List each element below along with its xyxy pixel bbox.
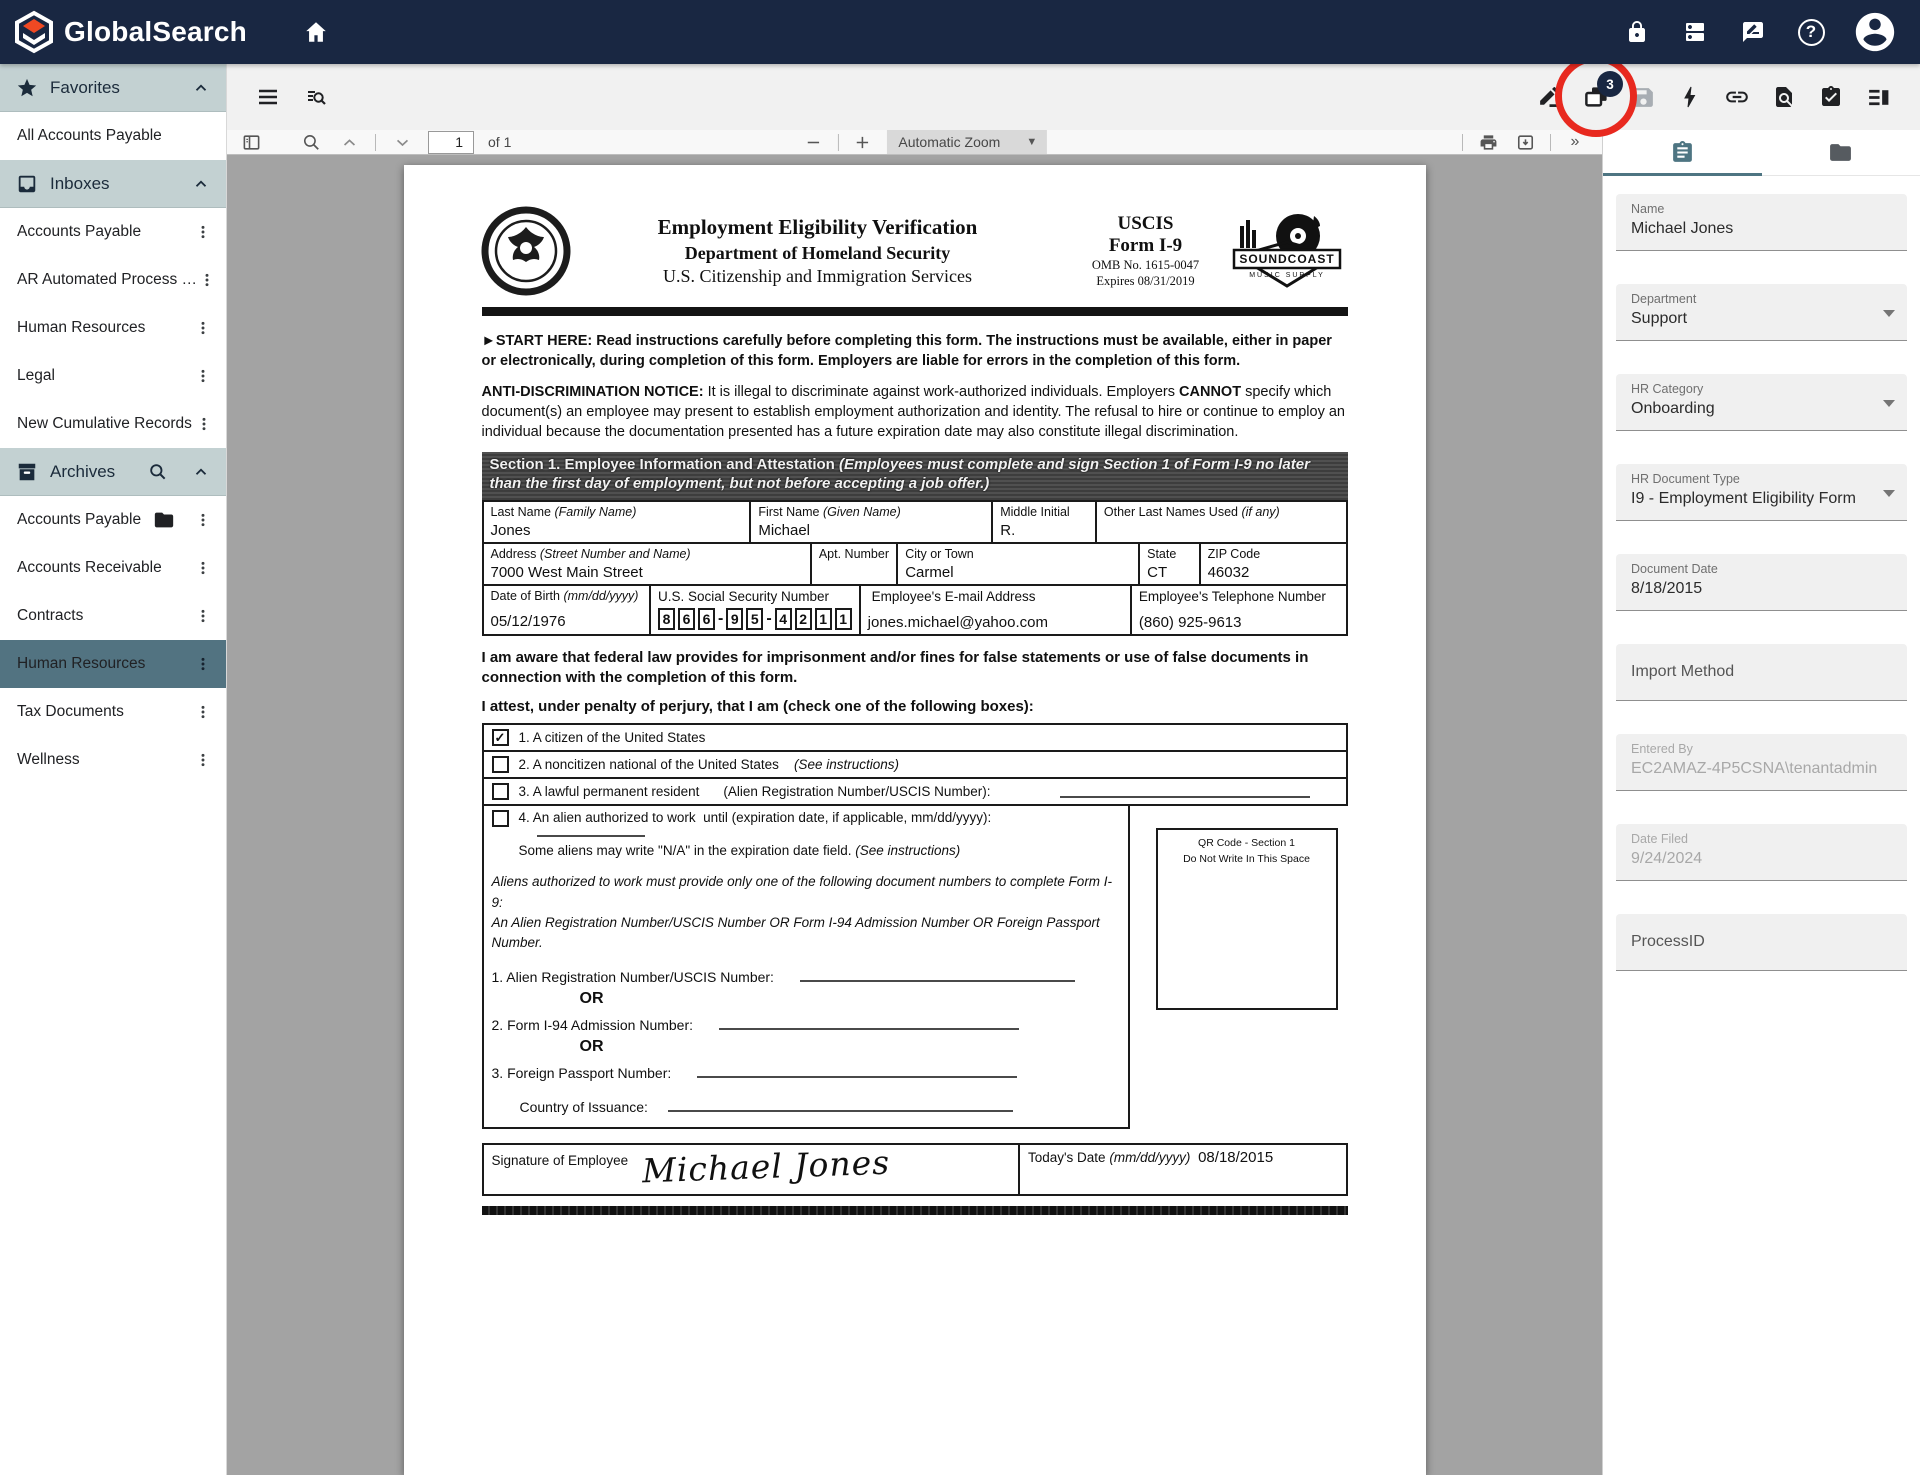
federal-law-paragraph: I am aware that federal law provides for imprisonment and/or fines for false statements or use of false documents in connection with the completion of this form. [482, 648, 1348, 689]
field-process-id[interactable]: ProcessID [1616, 914, 1907, 971]
form-title: Employment Eligibility Verification [570, 215, 1066, 240]
panel-tabs [1603, 130, 1920, 176]
globalsearch-logo[interactable] [0, 11, 247, 53]
printer-icon [1479, 133, 1498, 152]
sidebar-toggle-icon [242, 133, 261, 152]
document-numbers: 1. Alien Registration Number/USCIS Number: OR 2. Form I-94 Admission Number: OR 3. Foreign Passport Number: Country of Issuance: [492, 969, 1120, 1115]
archive-search-icon[interactable] [148, 462, 168, 482]
lightning-bolt-icon [1678, 85, 1702, 109]
name-row-table: Last Name (Family Name) Jones First Name (Given Name) Michael Middle Initial R. Other Last Names Used (if any) [482, 500, 1348, 544]
pdf-more-tools-button[interactable] [1564, 130, 1588, 154]
omb-number: OMB No. 1615-0047 [1066, 258, 1226, 273]
lock-button[interactable] [1620, 15, 1654, 49]
kebab-icon [195, 752, 211, 768]
item-menu-button[interactable] [190, 601, 216, 631]
zoom-out-button[interactable] [801, 130, 825, 154]
archives-section-header[interactable] [0, 448, 226, 496]
soundcoast-logo [1226, 208, 1348, 294]
pdf-toolbar [227, 130, 1602, 155]
top-navbar [0, 0, 1920, 64]
kebab-icon [195, 368, 211, 384]
checkbox-row-permanent-resident: 3. A lawful permanent resident (Alien Registration Number/USCIS Number): [484, 779, 1346, 806]
kebab-icon [195, 224, 211, 240]
chevron-up-icon[interactable] [192, 463, 210, 481]
uscis-label: USCIS [1066, 213, 1226, 235]
kebab-icon [196, 416, 212, 432]
print-button[interactable] [1476, 130, 1500, 154]
link-button[interactable] [1724, 84, 1750, 110]
form-agency: U.S. Citizenship and Immigration Services [570, 266, 1066, 287]
pdf-search-button[interactable] [299, 130, 323, 154]
clipboard-check-icon [1819, 85, 1843, 109]
chevron-down-icon: ▼ [1026, 136, 1037, 148]
clipboard-index-icon [1670, 140, 1695, 165]
item-menu-button[interactable] [190, 649, 216, 679]
dhs-seal-logo [482, 207, 570, 295]
ssn-boxes: 8 6 6 - 9 5 - 4 2 1 1 [658, 608, 852, 630]
item-menu-button[interactable] [190, 313, 216, 343]
divider [1550, 134, 1551, 151]
address-row-table: Address (Street Number and Name) 7000 West Main Street Apt. Number City or Town Carmel State CT ZIP Code 46032 [482, 542, 1348, 586]
plus-icon [854, 134, 871, 151]
tab-folder[interactable] [1762, 130, 1920, 175]
sidebar-item-archive-human-resources[interactable]: Human Resources [0, 640, 226, 688]
kebab-icon [195, 656, 211, 672]
sidebar-item-accounts-receivable[interactable]: Accounts Receivable [0, 544, 226, 592]
item-menu-button[interactable] [190, 217, 216, 247]
list-search-icon [304, 85, 328, 109]
phone-value: (860) 925-9613 [1139, 614, 1339, 631]
kebab-icon [195, 560, 211, 576]
anti-discrimination-paragraph: ANTI-DISCRIMINATION NOTICE: It is illegal to discriminate against work-authorized individuals. Employers CANNOT specify which document(s) an employee may present to establish employment authorization and identity. The refusal to hire or continue to employ an individual because the documentation presented has a future expiration date may also constitute illegal discrimination. [482, 382, 1348, 443]
field-document-date[interactable]: Document Date 8/18/2015 [1616, 554, 1907, 611]
checkbox-checked: ✓ [492, 729, 509, 746]
help-icon: ? [1798, 19, 1825, 46]
state-value: CT [1147, 564, 1191, 581]
minus-icon [805, 134, 822, 151]
middle-initial-value: R. [1000, 522, 1088, 539]
dropdown-arrow-icon [1883, 400, 1895, 407]
divider [375, 134, 376, 151]
field-hr-document-type[interactable]: HR Document Type I9 - Employment Eligibility Form [1616, 464, 1907, 521]
zoom-level-select[interactable] [886, 130, 1047, 154]
aliens-note: Aliens authorized to work must provide only one of the following document numbers to complete Form I-9: An Alien Registration Number/USCIS Number OR Form I-94 Admission Number OR Foreign Passport Number. [492, 872, 1120, 953]
field-name[interactable]: Name Michael Jones [1616, 194, 1907, 251]
double-chevron-icon: » [1571, 133, 1582, 151]
item-menu-button[interactable] [190, 361, 216, 391]
detail-view-button[interactable] [1865, 84, 1891, 110]
archive-icon [16, 461, 38, 483]
field-date-filed: Date Filed 9/24/2024 [1616, 824, 1907, 881]
index-fields [1603, 176, 1920, 1004]
apps-dns-button[interactable] [1678, 15, 1712, 49]
sidebar-item-label: All Accounts Payable [17, 127, 162, 145]
account-button[interactable] [1852, 9, 1898, 55]
home-icon [303, 19, 329, 45]
field-department[interactable]: Department Support [1616, 284, 1907, 341]
todays-date-value: 08/18/2015 [1198, 1149, 1273, 1166]
previous-page-button[interactable] [337, 130, 361, 154]
workflow-button[interactable] [1677, 84, 1703, 110]
expires-date: Expires 08/31/2019 [1066, 274, 1226, 289]
index-panel [1602, 130, 1920, 1475]
item-menu-button[interactable] [190, 697, 216, 727]
soundcoast-text: SOUNDCOAST [1239, 252, 1334, 266]
save-button[interactable] [1630, 84, 1656, 110]
document-search-icon [1772, 85, 1796, 109]
dropdown-arrow-icon [1883, 490, 1895, 497]
folder-icon [1828, 140, 1853, 165]
inbox-icon [16, 173, 38, 195]
help-button[interactable] [1794, 15, 1828, 49]
dob-ssn-row-table: Date of Birth (mm/dd/yyyy) 05/12/1976 U.S. Social Security Number 8 6 6 - 9 5 - 4 2 1 1 Employee's E-mail Address jones.michael@yahoo.com Employee's Telephone Number (860) 925-9613 [482, 584, 1348, 636]
globalsearch-hexagon-icon [14, 11, 54, 53]
pdf-viewer [227, 130, 1602, 1475]
archives-label: Archives [50, 462, 115, 482]
sidebar-item-inbox-accounts-payable[interactable]: Accounts Payable [0, 208, 226, 256]
start-here-paragraph: ►START HERE: Read instructions carefully before completing this form. The instructions must be available, either in paper or electronically, during completion of this form. Employers are liable for errors in the completion of this form. [482, 331, 1348, 372]
star-icon [16, 77, 38, 99]
next-page-button[interactable] [390, 130, 414, 154]
versions-count-badge: 3 [1597, 71, 1623, 97]
download-icon [1516, 133, 1535, 152]
signature-pencil-icon [1537, 85, 1562, 110]
chevron-up-icon[interactable] [192, 175, 210, 193]
divider [1462, 134, 1463, 151]
qr-code-box: QR Code - Section 1 Do Not Write In This Space [1156, 828, 1338, 1010]
item-menu-button[interactable] [190, 553, 216, 583]
alien-authorized-section: 4. An alien authorized to work until (expiration date, if applicable, mm/dd/yyyy): Some aliens may write "N/A" in the expiration date field. (See instructions) Aliens authorized to work must provide only one of the following document numbers to complete Form I-9: An Alien Registration Number/USCIS Number OR Form I-94 Admission Number OR Foreign Passport Number. 1. Alien Registration Number/USCIS Number: OR 2. Form I-94 Admission Number: OR 3. Foreign Passport Number: Country of Issuance: QR Code - Section 1 Do Not Write In This Space [482, 806, 1348, 1129]
sidebar-item-contracts[interactable]: Contracts [0, 592, 226, 640]
signature-row: Signature of Employee Michael Jones Today's Date (mm/dd/yyyy) 08/18/2015 [482, 1143, 1348, 1196]
menu-button[interactable] [255, 84, 281, 110]
item-menu-button[interactable] [190, 745, 216, 775]
sidebar-item-archive-accounts-payable[interactable]: Accounts Payable [0, 496, 226, 544]
save-icon [1631, 85, 1656, 110]
address-value: 7000 West Main Street [491, 564, 803, 581]
sidebar-item-legal[interactable]: Legal [0, 352, 226, 400]
field-entered-by: Entered By EC2AMAZ-4P5CSNA\tenantadmin [1616, 734, 1907, 791]
employee-signature: Michael Jones [641, 1143, 890, 1191]
divider-bar [482, 1206, 1348, 1215]
favorites-section-header[interactable] [0, 64, 226, 112]
citizenship-checkboxes [482, 723, 1348, 806]
chevron-down-icon [394, 134, 411, 151]
zoom-level-value: Automatic Zoom [898, 134, 1000, 150]
chevron-up-icon[interactable] [192, 79, 210, 97]
first-name-value: Michael [758, 522, 984, 539]
dropdown-arrow-icon [1883, 310, 1895, 317]
zip-value: 46032 [1208, 564, 1339, 581]
inboxes-label: Inboxes [50, 174, 110, 194]
page-total-label: of 1 [488, 134, 511, 150]
form-dept: Department of Homeland Security [570, 243, 1066, 264]
form-number: Form I-9 [1066, 235, 1226, 257]
kebab-icon [195, 704, 211, 720]
sidebar-item-tax-documents[interactable]: Tax Documents [0, 688, 226, 736]
email-value: jones.michael@yahoo.com [868, 614, 1123, 631]
lock-icon [1625, 20, 1649, 44]
favorites-label: Favorites [50, 78, 120, 98]
checkbox-empty [492, 783, 509, 800]
checkbox-row-citizen: ✓ 1. A citizen of the United States [484, 725, 1346, 752]
section1-header: Section 1. Employee Information and Attestation (Employees must complete and sign Section 1 of Form I-9 no later than the first day of employment, but not before accepting a job offer.) [482, 452, 1348, 500]
soundcoast-sub-text: MUSIC SUPPLY [1249, 272, 1325, 279]
left-sidebar [0, 64, 227, 1475]
find-in-document-button[interactable] [1771, 84, 1797, 110]
field-hr-category[interactable]: HR Category Onboarding [1616, 374, 1907, 431]
brand-name: GlobalSearch [64, 16, 247, 48]
checkbox-empty [492, 810, 509, 827]
item-menu-button[interactable] [192, 409, 216, 439]
sidebar-item-all-accounts-payable[interactable] [0, 112, 226, 160]
page-number-input[interactable] [428, 131, 474, 154]
attest-paragraph: I attest, under penalty of perjury, that I am (check one of the following boxes): [482, 698, 1348, 715]
pdf-canvas[interactable] [227, 155, 1602, 1475]
last-name-value: Jones [491, 522, 743, 539]
feedback-button[interactable] [1736, 15, 1770, 49]
document-toolbar [227, 64, 1920, 130]
main-area [227, 64, 1920, 1475]
annotate-button[interactable] [1536, 84, 1562, 110]
kebab-icon [199, 272, 215, 288]
checkbox-row-noncitizen: 2. A noncitizen national of the United States (See instructions) [484, 752, 1346, 779]
pdf-sidebar-toggle-button[interactable] [239, 130, 263, 154]
tab-document-index[interactable] [1603, 130, 1762, 175]
tasks-button[interactable] [1818, 84, 1844, 110]
divider-bar [482, 307, 1348, 316]
kebab-icon [195, 608, 211, 624]
versions-button[interactable] [1583, 84, 1609, 110]
link-icon [1724, 84, 1750, 110]
home-button[interactable] [299, 15, 333, 49]
folder-icon [153, 509, 175, 531]
chevron-up-icon [341, 134, 358, 151]
field-import-method[interactable]: Import Method [1616, 644, 1907, 701]
chat-pencil-icon [1741, 20, 1765, 44]
sidebar-item-new-cumulative-records[interactable]: New Cumulative Records [0, 400, 226, 448]
item-menu-button[interactable] [190, 505, 216, 535]
kebab-icon [195, 512, 211, 528]
signature-label: Signature of Employee [492, 1153, 629, 1168]
avatar-icon [1852, 9, 1898, 55]
search-results-button[interactable] [303, 84, 329, 110]
list-detail-icon [1866, 85, 1891, 110]
city-value: Carmel [905, 564, 1131, 581]
dob-value: 05/12/1976 [491, 613, 642, 630]
i9-document-page [404, 165, 1426, 1475]
magnifier-icon [302, 133, 321, 152]
kebab-icon [195, 320, 211, 336]
divider [837, 134, 838, 151]
sidebar-item-ar-automated-process[interactable]: AR Automated Process … [0, 256, 226, 304]
sidebar-item-wellness[interactable]: Wellness [0, 736, 226, 784]
download-button[interactable] [1513, 130, 1537, 154]
item-menu-button[interactable] [197, 265, 216, 295]
sidebar-item-inbox-human-resources[interactable]: Human Resources [0, 304, 226, 352]
checkbox-empty [492, 756, 509, 773]
zoom-in-button[interactable] [850, 130, 874, 154]
hamburger-icon [256, 85, 280, 109]
dns-servers-icon [1683, 20, 1707, 44]
inboxes-section-header[interactable] [0, 160, 226, 208]
